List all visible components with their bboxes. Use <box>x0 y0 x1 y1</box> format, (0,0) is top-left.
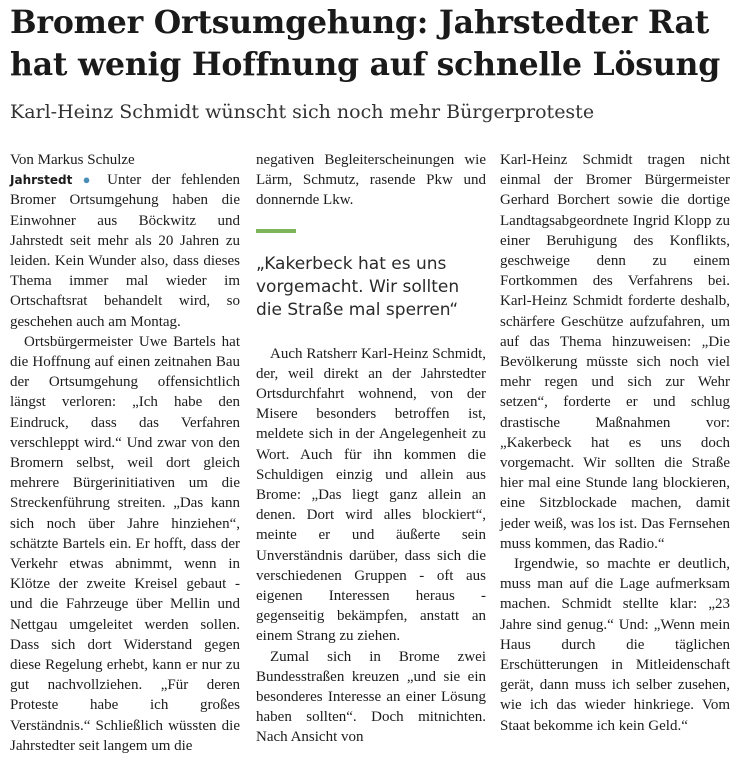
article-column-2 <box>256 150 486 748</box>
byline: Von Markus Schulze <box>10 152 135 168</box>
article-paragraph <box>10 170 240 332</box>
pullquote: „Kakerbeck hat es uns vorgemacht. Wir sollten die Straße mal sperren“ <box>256 253 460 320</box>
subheadline: Karl-Heinz Schmidt wünscht sich noch mehr Bürgerproteste <box>10 101 595 123</box>
dateline: Jahrstedt <box>10 173 73 188</box>
article-paragraph: Zumal sich in Brome zwei Bundesstraßen kreuzen „und sie ein besonderes Interesse an einer Lösung haben sollten“. Doch mitnichten. Nach Ansicht von <box>256 648 486 746</box>
article-column-1 <box>10 150 240 756</box>
pullquote-rule <box>256 229 296 233</box>
article-paragraph: Ortsbürgermeister Uwe Bartels hat die Hoffnung auf einen zeitnahen Bau der Ortsumgehung offensichtlich längst verloren: „Ich habe den Eindruck, dass das Verfahren verschleppt wird.“ Und zwar von den Bromern selbst, weil dort gleich mehrere Bürgerinitiativen um die Streckenführung streiten. „Das kann sich noch über Jahre hinziehen“, schätzte Bartels ein. Er hofft, dass der Verkehr etwas abnimmt, wenn in Klötze der zweite Kreisel gebaut - und die Fahrzeuge über Mellin und Nettgau umgeleitet werden sollen. Dass sich dort Widerstand gegen diese Regelung erhebt, kann er nur zu gut nachvollziehen. „Für deren Proteste habe ich großes Verständnis.“ Schließlich wüssten die Jahrstedter seit langem um die <box>10 333 240 754</box>
headline: Bromer Ortsumgehung: Jahrstedter Rat hat wenig Hoffnung auf schnelle Lösung <box>10 4 721 83</box>
article-paragraph: negativen Begleiterscheinungen wie Lärm, Schmutz, rasende Pkw und donnernde Lkw. <box>256 152 486 209</box>
article-paragraph: Karl-Heinz Schmidt tragen nicht einmal der Bromer Bürgermeister Gerhard Borchert sowie die dortige Landtagsabgeordnete Ingrid Klopp zu einer Beruhigung des Konflikts, geschweige denn zu einem Fortkommen des Verfahrens bei. Karl-Heinz Schmidt forderte deshalb, schärfere Geschütze aufzufahren, um auf das Thema hinzuweisen: „Die Bevölkerung müsste sich noch viel mehr regen und sich zur Wehr setzen“, forderte er und schlug drastische Maßnahmen vor: „Kakerbeck hat es uns doch vorgemacht. Wir sollten die Straße hier mal eine Stunde lang blockieren, eine Sitzblockade machen, damit jeder weiß, was los ist. Das Fernsehen muss kommen, das Radio.“ <box>500 152 730 552</box>
paragraph-text: Unter der fehlenden Bromer Ortsumgehung haben die Einwohner aus Böckwitz und Jahrstedt seit mehr als 20 Jahren zu leiden. Kein Wunder also, dass dieses Thema immer mal wieder im Ortschaftsrat behandelt wird, so geschehen auch am Montag. <box>10 172 241 330</box>
article-paragraph: Auch Ratsherr Karl-Heinz Schmidt, der, weil direkt an der Jahrstedter Ortsdurchfahrt wohnend, von der Misere besonders betroffen ist, meldete sich in der Angelegenheit zu Wort. Auch für ihn kommen die Schuldigen einzig und allein aus Brome: „Das liegt ganz allein an denen. Dort wird alles blockiert“, meinte er und äußerte sein Unverständnis darüber, dass sich die verschiedenen Gruppen - oft aus eigenen Interessen heraus - gegenseitig bekämpfen, anstatt an einem Strang zu ziehen. <box>256 345 486 645</box>
article-column-3 <box>500 150 730 736</box>
dateline-bullet-icon: ● <box>82 172 97 188</box>
article-paragraph: Irgendwie, so machte er deutlich, muss man auf die Lage aufmerksam machen. Schmidt stellte klar: „23 Jahre sind genug.“ Und: „Wenn mein Haus durch die täglichen Erschütterungen in Mitleidenschaft gerät, dann muss ich selber zusehen, wie ich das wieder hinkriege. Vom Staat bekomme ich kein Geld.“ <box>500 556 730 734</box>
